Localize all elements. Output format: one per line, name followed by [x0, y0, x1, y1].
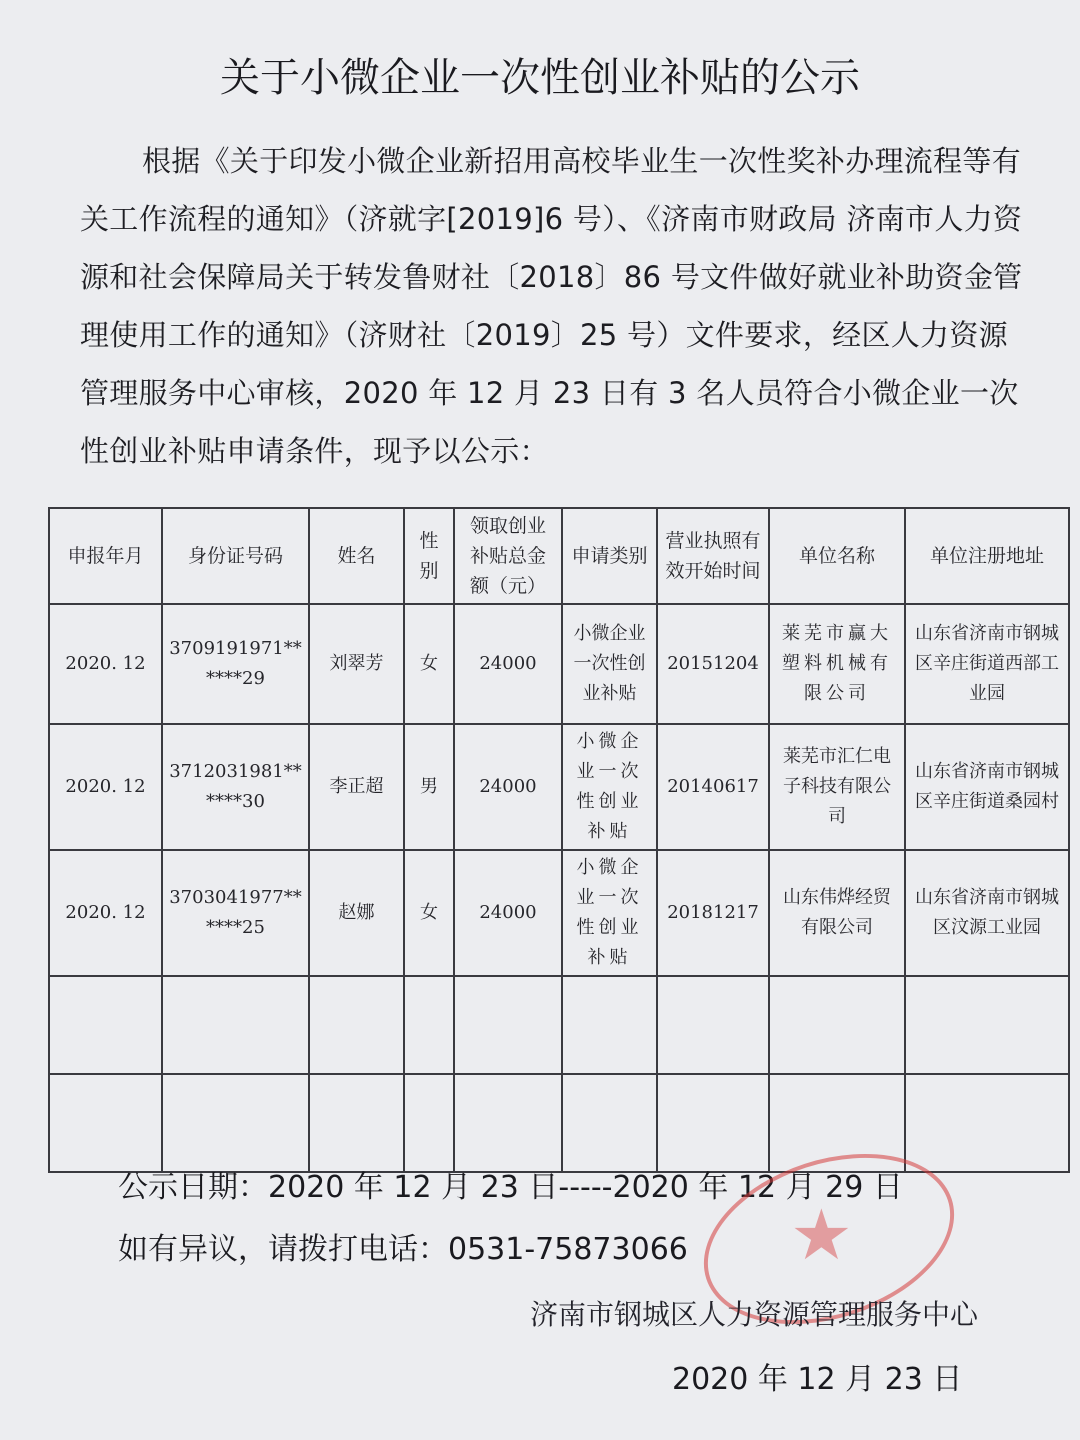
header-id: 身份证号码 — [162, 508, 309, 604]
cell-company: 莱芜市汇仁电子科技有限公司 — [769, 724, 905, 850]
cell-id: 3703041977******25 — [162, 850, 309, 976]
cell-category: 小微企业一次性创业补贴 — [562, 850, 657, 976]
table-row-empty — [49, 976, 1069, 1074]
header-gender: 性别 — [404, 508, 454, 604]
empty-cell — [49, 1074, 162, 1172]
issue-date: 2020 年 12 月 23 日 — [672, 1362, 963, 1397]
header-month: 申报年月 — [49, 508, 162, 604]
cell-license-date: 20151204 — [657, 604, 769, 724]
cell-id: 3712031981******30 — [162, 724, 309, 850]
empty-cell — [657, 1074, 769, 1172]
header-address: 单位注册地址 — [905, 508, 1069, 604]
empty-cell — [162, 976, 309, 1074]
cell-gender: 男 — [404, 724, 454, 850]
empty-cell — [404, 976, 454, 1074]
cell-category: 小微企业一次性创业补贴 — [562, 724, 657, 850]
subsidy-table — [48, 507, 1070, 1173]
cell-license-date: 20140617 — [657, 724, 769, 850]
cell-amount: 24000 — [454, 604, 562, 724]
table-header-row — [49, 508, 1069, 604]
cell-id: 3709191971******29 — [162, 604, 309, 724]
notice-period: 公示日期：2020 年 12 月 23 日-----2020 年 12 月 29 日 — [118, 1170, 903, 1205]
table-row — [49, 724, 1069, 850]
empty-cell — [905, 1074, 1069, 1172]
header-name: 姓名 — [309, 508, 404, 604]
empty-cell — [49, 976, 162, 1074]
cell-name: 刘翠芳 — [309, 604, 404, 724]
empty-cell — [309, 1074, 404, 1172]
empty-cell — [562, 976, 657, 1074]
cell-gender: 女 — [404, 850, 454, 976]
empty-cell — [454, 976, 562, 1074]
cell-month: 2020. 12 — [49, 604, 162, 724]
empty-cell — [905, 976, 1069, 1074]
objection-contact: 如有异议，请拨打电话：0531-75873066 — [118, 1232, 688, 1267]
cell-name: 李正超 — [309, 724, 404, 850]
page-title: 关于小微企业一次性创业补贴的公示 — [220, 55, 860, 101]
cell-license-date: 20181217 — [657, 850, 769, 976]
empty-cell — [657, 976, 769, 1074]
table-row — [49, 604, 1069, 724]
cell-amount: 24000 — [454, 724, 562, 850]
seal-star-icon: ★ — [790, 1194, 853, 1276]
empty-cell — [162, 1074, 309, 1172]
cell-month: 2020. 12 — [49, 850, 162, 976]
empty-cell — [454, 1074, 562, 1172]
header-category: 申请类别 — [562, 508, 657, 604]
paragraph-text: 根据《关于印发小微企业新招用高校毕业生一次性奖补办理流程等有关工作流程的通知》（济就字[2019]6 号）、《济南市财政局 济南市人力资源和社会保障局关于转发鲁财社〔2018〕86 号文件做好就业补助资金管理使用工作的通知》（济财社〔2019〕25 号）文件要求，经区人力资源管理服务中心审核，2020 年 12 月 23 日有 3 名人员符合小微企业一次性创业补贴申请条件，现予以公示： — [80, 144, 1023, 468]
empty-cell — [404, 1074, 454, 1172]
cell-name: 赵娜 — [309, 850, 404, 976]
cell-gender: 女 — [404, 604, 454, 724]
notice-paragraph — [80, 132, 1025, 480]
cell-address: 山东省济南市钢城区汶源工业园 — [905, 850, 1069, 976]
table-row — [49, 850, 1069, 976]
cell-company: 山东伟烨经贸有限公司 — [769, 850, 905, 976]
header-company: 单位名称 — [769, 508, 905, 604]
empty-cell — [309, 976, 404, 1074]
cell-address: 山东省济南市钢城区辛庄街道西部工业园 — [905, 604, 1069, 724]
header-amount: 领取创业补贴总金额（元） — [454, 508, 562, 604]
cell-address: 山东省济南市钢城区辛庄街道桑园村 — [905, 724, 1069, 850]
empty-cell — [562, 1074, 657, 1172]
header-license-date: 营业执照有效开始时间 — [657, 508, 769, 604]
empty-cell — [769, 976, 905, 1074]
table-row-empty — [49, 1074, 1069, 1172]
cell-month: 2020. 12 — [49, 724, 162, 850]
cell-category: 小微企业一次性创业补贴 — [562, 604, 657, 724]
cell-company: 莱芜市赢大塑料机械有限公司 — [769, 604, 905, 724]
cell-amount: 24000 — [454, 850, 562, 976]
issuing-organization: 济南市钢城区人力资源管理服务中心 — [530, 1298, 979, 1331]
